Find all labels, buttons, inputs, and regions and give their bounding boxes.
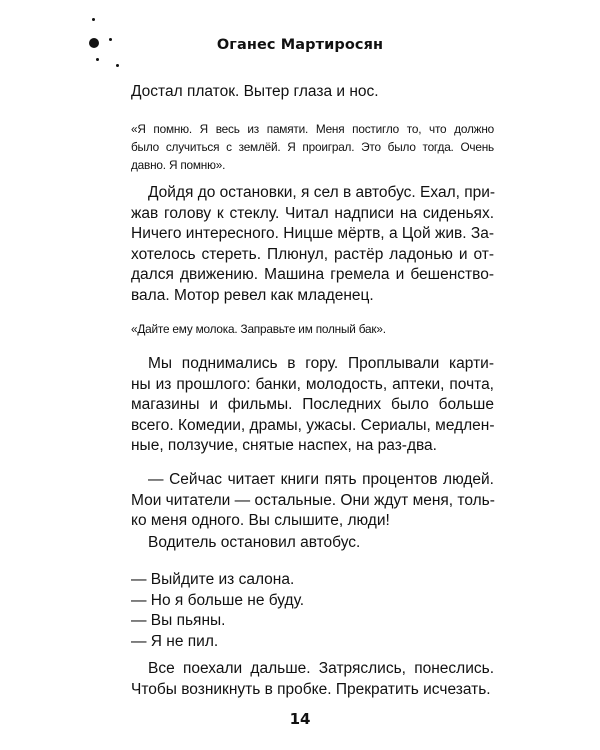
dot-ornament bbox=[96, 58, 99, 61]
text-line: было случиться с землёй. Я проиграл. Это было тогда. Очень bbox=[131, 140, 494, 154]
dot-ornament bbox=[92, 18, 95, 21]
paragraph-4 bbox=[114, 470, 494, 532]
text-line: давно. Я помню». bbox=[131, 158, 226, 172]
paragraph-1 bbox=[114, 82, 494, 103]
paragraph-2 bbox=[114, 183, 494, 306]
text-line: всего. Комедии, драмы, ужасы. Сериалы, медлен- bbox=[131, 416, 495, 434]
dot-ornament bbox=[116, 64, 119, 67]
text-line: «Я помню. Я весь из памяти. Меня постигло то, что должно bbox=[131, 122, 494, 136]
text-line: Мы поднимались в гору. Проплывали карти- bbox=[148, 355, 494, 372]
text-line: магазины и фильмы. Последних было больше bbox=[131, 396, 494, 413]
text-line: жав голову к стеклу. Читал надписи на сиденьях. bbox=[131, 204, 494, 222]
dialogue-line: — Но я больше не буду. bbox=[131, 591, 305, 609]
text-line: дался движению. Машина гремела и бешенство- bbox=[131, 266, 494, 283]
text-line: — Сейчас читает книги пять процентов людей. bbox=[148, 471, 494, 488]
page-number: 14 bbox=[289, 710, 311, 728]
dialogue-line: — Вы пьяны. bbox=[131, 612, 226, 629]
dialogue-line: — Я не пил. bbox=[131, 632, 219, 650]
text-line: вала. Мотор ревел как младенец. bbox=[131, 286, 374, 304]
text-line: Все поехали дальше. Затряслись, понеслись. bbox=[148, 660, 494, 677]
text-line: Дойдя до остановки, я сел в автобус. Ехал, при- bbox=[148, 184, 496, 201]
text-line: ные, ползучие, снятые наспех, на раз-два. bbox=[131, 437, 437, 454]
text-line: хотелось стереть. Плюнул, растёр ладонью и от- bbox=[131, 245, 494, 263]
text-line: ны из прошлого: банки, молодость, аптеки, почта, bbox=[131, 375, 494, 393]
text-line: Водитель остановил автобус. bbox=[148, 534, 361, 551]
dialogue-line: — Выйдите из салона. bbox=[131, 571, 295, 588]
text-line: Чтобы возникнуть в пробке. Прекратить исчезать. bbox=[131, 680, 491, 698]
quote-1 bbox=[114, 120, 494, 174]
text-line: Мои читатели — остальные. Они ждут меня, толь- bbox=[131, 491, 495, 509]
running-header-author: Оганес Мартиросян bbox=[216, 37, 384, 53]
text-line: Достал платок. Вытер глаза и нос. bbox=[131, 83, 379, 100]
paragraph-3 bbox=[114, 354, 494, 457]
text-line: Ничего интересного. Ницше мёртв, а Цой жив. За- bbox=[131, 225, 494, 242]
text-line: «Дайте ему молока. Заправьте им полный бак». bbox=[131, 322, 386, 336]
paragraph-5 bbox=[114, 533, 494, 554]
dialogue-block bbox=[131, 570, 304, 652]
quote-2 bbox=[114, 320, 494, 338]
paragraph-6 bbox=[114, 659, 494, 700]
text-line: ко меня одного. Вы слышите, люди! bbox=[131, 512, 390, 529]
